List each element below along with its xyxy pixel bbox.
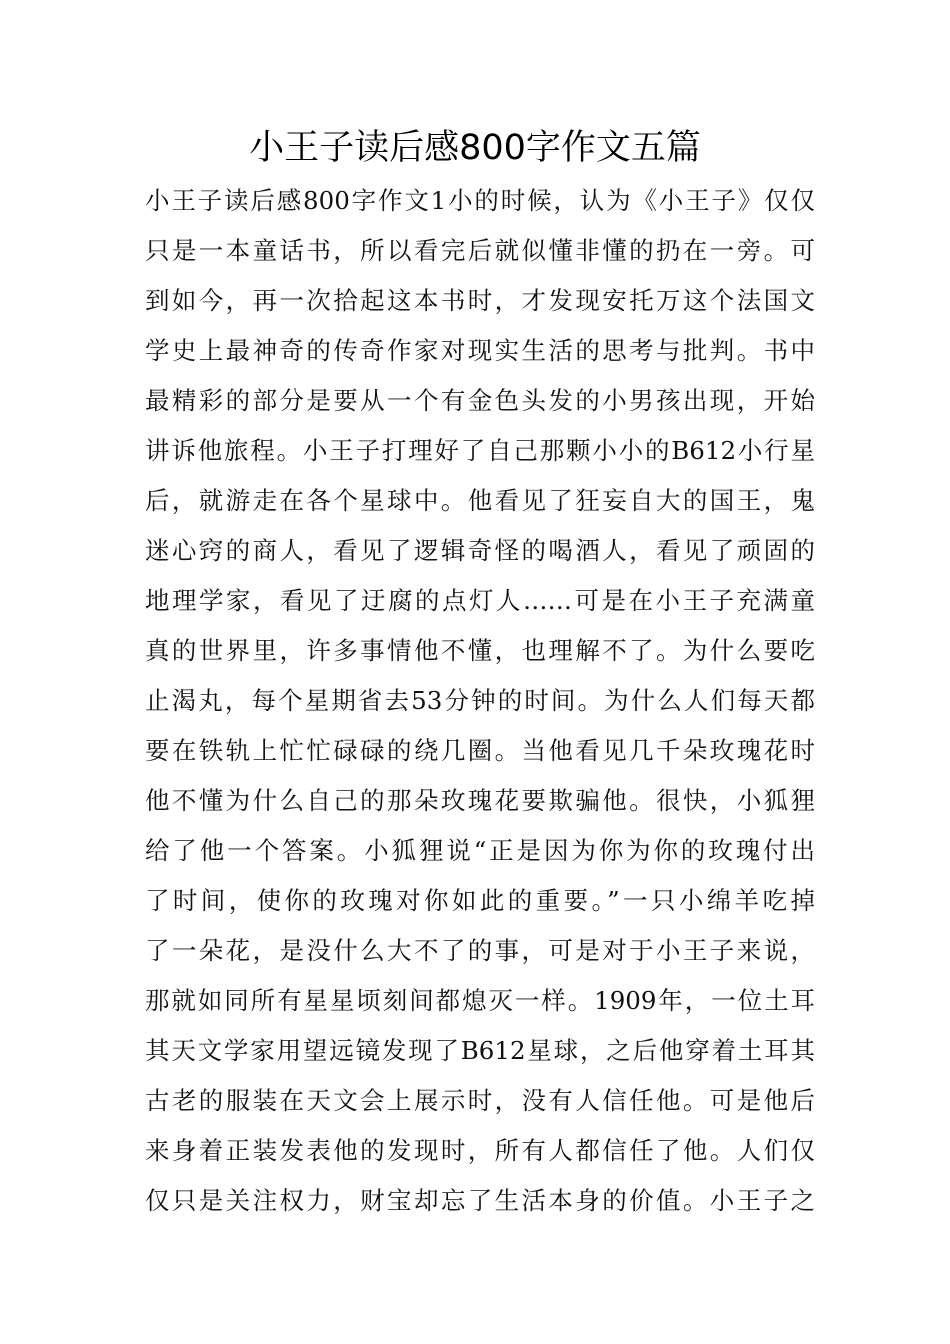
text-line: 仅只是关注权力，财宝却忘了生活本身的价值。小王子之 (145, 1186, 815, 1215)
text-line: 要在铁轨上忙忙碌碌的绕几圈。当他看见几千朵玫瑰花时 (145, 736, 815, 765)
document-title: 小王子读后感800字作文五篇 (249, 128, 701, 168)
text-line: 学史上最神奇的传奇作家对现实生活的思考与批判。书中 (145, 336, 815, 365)
text-line: 后，就游走在各个星球中。他看见了狂妄自大的国王，鬼 (145, 486, 815, 515)
text-line: 讲诉他旅程。小王子打理好了自己那颗小小的B612小行星 (145, 436, 815, 465)
text-line: 只是一本童话书，所以看完后就似懂非懂的扔在一旁。可 (145, 236, 815, 265)
text-line: 了一朵花，是没什么大不了的事，可是对于小王子来说， (145, 936, 815, 965)
text-line: 地理学家，看见了迂腐的点灯人……可是在小王子充满童 (145, 586, 815, 615)
document-body (145, 176, 815, 1226)
text-line: 给了他一个答案。小狐狸说“正是因为你为你的玫瑰付出 (145, 836, 815, 865)
text-line: 到如今，再一次拾起这本书时，才发现安托万这个法国文 (145, 286, 815, 315)
text-line: 其天文学家用望远镜发现了B612星球，之后他穿着土耳其 (145, 1036, 815, 1065)
text-line: 迷心窍的商人，看见了逻辑奇怪的喝酒人，看见了顽固的 (145, 536, 815, 565)
text-line: 古老的服装在天文会上展示时，没有人信任他。可是他后 (145, 1086, 815, 1115)
text-line: 止渴丸，每个星期省去53分钟的时间。为什么人们每天都 (145, 686, 815, 715)
text-line: 他不懂为什么自己的那朵玫瑰花要欺骗他。很快，小狐狸 (145, 786, 815, 815)
text-line: 小王子读后感800字作文1小的时候，认为《小王子》仅仅 (145, 186, 815, 215)
text-line: 那就如同所有星星顷刻间都熄灭一样。1909年，一位土耳 (145, 986, 815, 1015)
text-line: 真的世界里，许多事情他不懂，也理解不了。为什么要吃 (145, 636, 815, 665)
text-line: 了时间，使你的玫瑰对你如此的重要。”一只小绵羊吃掉 (145, 886, 815, 915)
text-line: 最精彩的部分是要从一个有金色头发的小男孩出现，开始 (145, 386, 815, 415)
text-line: 来身着正装发表他的发现时，所有人都信任了他。人们仅 (145, 1136, 815, 1165)
